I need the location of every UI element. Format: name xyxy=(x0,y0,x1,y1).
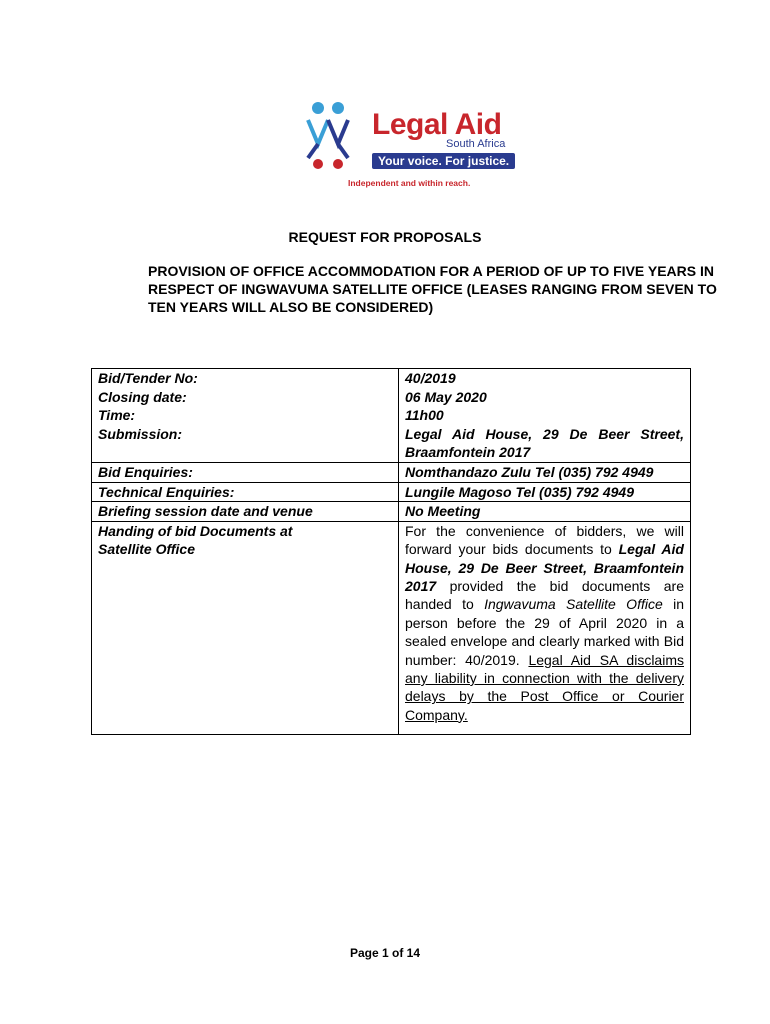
logo-name: Legal Aid xyxy=(372,108,502,141)
handing-text-3: in person before the 29 of April 2020 in a sealed envelope and clearly marked with Bid number: 40/2019. xyxy=(405,596,685,668)
handing-label-line-2: Satellite Office xyxy=(98,541,196,558)
submission-value: Legal Aid House, 29 De Beer Street, Braamfontein 2017 xyxy=(405,425,684,461)
bid-enquiries-label: Bid Enquiries: xyxy=(98,463,193,480)
briefing-label: Briefing session date and venue xyxy=(98,503,313,520)
document-subtitle: PROVISION OF OFFICE ACCOMMODATION FOR A PERIOD OF UP TO FIVE YEARS IN RESPECT OF INGWAVUMA SATELLITE OFFICE (LEASES RANGING FROM SEVEN TO TEN YEARS WILL ALSO BE CONSIDERED) xyxy=(148,263,717,315)
handing-office: Ingwavuma Satellite Office xyxy=(484,596,663,613)
labels-cell xyxy=(92,369,399,463)
table-row xyxy=(92,369,691,463)
handing-disclaimer: Legal Aid SA disclaims any liability in connection with the delivery delays by the Post Office or Courier Company. xyxy=(405,651,684,723)
bid-enquiries-value: Nomthandazo Zulu Tel (035) 792 4949 xyxy=(405,463,654,480)
handing-text-1: For the convenience of bidders, we will forward your bids documents to xyxy=(405,522,684,558)
closing-date-label: Closing date: xyxy=(98,388,187,405)
time-label: Time: xyxy=(98,407,136,424)
handing-label-cell xyxy=(92,521,399,734)
legal-aid-logo xyxy=(292,92,510,194)
page-number: Page 1 of 14 xyxy=(349,946,421,960)
bid-enquiries-label-cell xyxy=(92,462,399,482)
technical-enquiries-value-cell xyxy=(399,482,691,502)
spacer xyxy=(98,443,392,462)
logo-slogan: Your voice. For justice. xyxy=(372,153,515,169)
technical-enquiries-value: Lungile Magoso Tel (035) 792 4949 xyxy=(405,483,635,500)
bid-enquiries-value-cell xyxy=(399,462,691,482)
values-cell xyxy=(399,369,691,463)
bid-details-table xyxy=(91,368,691,735)
people-logo-icon xyxy=(304,100,360,170)
closing-date-value: 06 May 2020 xyxy=(405,388,487,405)
table-row xyxy=(92,521,691,734)
technical-enquiries-label-cell xyxy=(92,482,399,502)
table-row xyxy=(92,462,691,482)
briefing-value: No Meeting xyxy=(405,503,481,520)
handing-instructions xyxy=(405,522,684,724)
document-title: REQUEST FOR PROPOSALS xyxy=(288,229,482,245)
logo-country: South Africa xyxy=(446,138,506,150)
table-row xyxy=(92,482,691,502)
technical-enquiries-label: Technical Enquiries: xyxy=(98,483,235,500)
logo-tagline: Independent and within reach. xyxy=(348,178,471,188)
briefing-label-cell xyxy=(92,502,399,522)
bid-no-value: 40/2019 xyxy=(405,370,456,386)
briefing-value-cell xyxy=(399,502,691,522)
bid-no-label: Bid/Tender No: xyxy=(98,370,198,386)
time-value: 11h00 xyxy=(405,407,444,424)
handing-text-2: provided the bid documents are handed to xyxy=(405,577,684,613)
table-row xyxy=(92,502,691,522)
handing-value-cell xyxy=(399,521,691,734)
handing-label-line-1: Handing of bid Documents at xyxy=(98,522,293,539)
handing-address: Legal Aid House, 29 De Beer Street, Braamfontein 2017 xyxy=(405,541,684,594)
submission-label: Submission: xyxy=(98,425,183,442)
